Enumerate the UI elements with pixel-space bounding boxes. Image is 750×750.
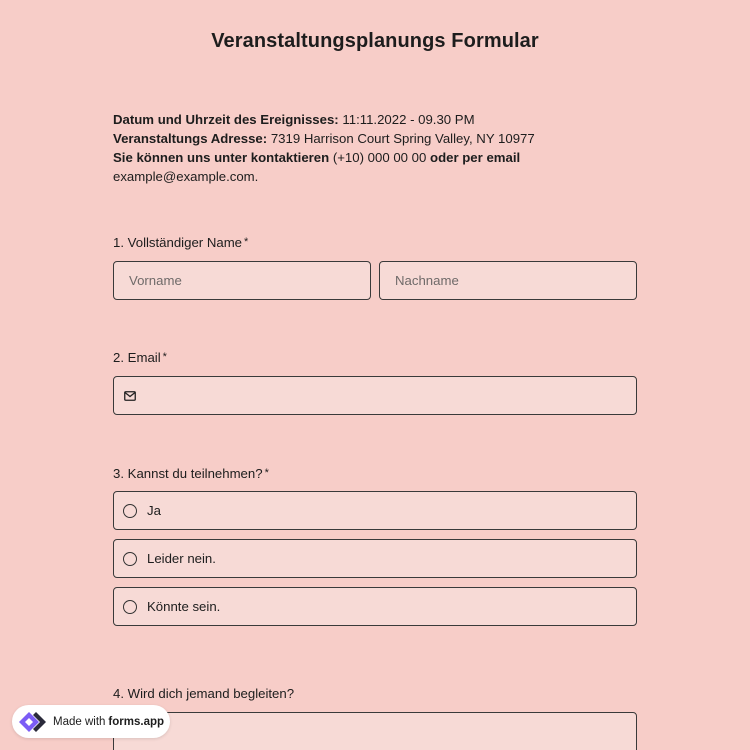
radio-option-koennte-sein[interactable] (113, 587, 637, 626)
envelope-icon (124, 391, 136, 401)
email-field[interactable] (113, 376, 637, 415)
required-marker: * (264, 467, 269, 479)
question-3-text: 3. Kannst du teilnehmen? (113, 466, 263, 481)
question-4-label (113, 686, 294, 701)
badge-brand: forms.app (108, 715, 165, 728)
event-date-value: 11:11.2022 - 09.30 PM (342, 112, 475, 127)
question-3-label (113, 466, 269, 481)
event-address-label: Veranstaltungs Adresse: (113, 131, 268, 146)
radio-option-ja[interactable] (113, 491, 637, 530)
radio-circle-icon[interactable] (123, 552, 137, 566)
made-with-badge[interactable] (12, 705, 170, 738)
required-marker: * (162, 351, 167, 363)
question-1-label (113, 235, 248, 250)
event-contact-or-email: oder per email (430, 150, 521, 165)
last-name-field[interactable] (379, 261, 637, 300)
radio-circle-icon[interactable] (123, 600, 137, 614)
radio-option-label: Ja (147, 503, 161, 518)
radio-circle-icon[interactable] (123, 504, 137, 518)
event-date-line (113, 110, 637, 129)
companion-field[interactable] (113, 712, 637, 750)
badge-prefix: Made with (53, 715, 106, 728)
required-marker: * (244, 236, 249, 248)
question-4-text: 4. Wird dich jemand begleiten? (113, 686, 295, 701)
event-contact-label: Sie können uns unter kontaktieren (113, 150, 330, 165)
radio-option-label: Leider nein. (147, 551, 216, 566)
page-title: Veranstaltungsplanungs Formular (211, 30, 539, 52)
event-address-line (113, 129, 637, 148)
last-name-placeholder: Nachname (395, 273, 459, 288)
first-name-field[interactable] (113, 261, 371, 300)
radio-option-leider-nein[interactable] (113, 539, 637, 578)
forms-app-logo-icon (19, 711, 47, 733)
event-info (113, 110, 637, 186)
event-address-value: 7319 Harrison Court Spring Valley, NY 10977 (270, 131, 535, 146)
event-contact-phone: (+10) 000 00 00 (332, 150, 427, 165)
event-date-label: Datum und Uhrzeit des Ereignisses: (113, 112, 339, 127)
question-2-text: 2. Email (113, 350, 161, 365)
radio-option-label: Könnte sein. (147, 599, 221, 614)
question-1-text: 1. Vollständiger Name (113, 235, 243, 250)
first-name-placeholder: Vorname (129, 273, 182, 288)
event-contact-email: example@example.com. (113, 169, 259, 184)
event-contact-line (113, 148, 637, 167)
question-2-label (113, 350, 167, 365)
